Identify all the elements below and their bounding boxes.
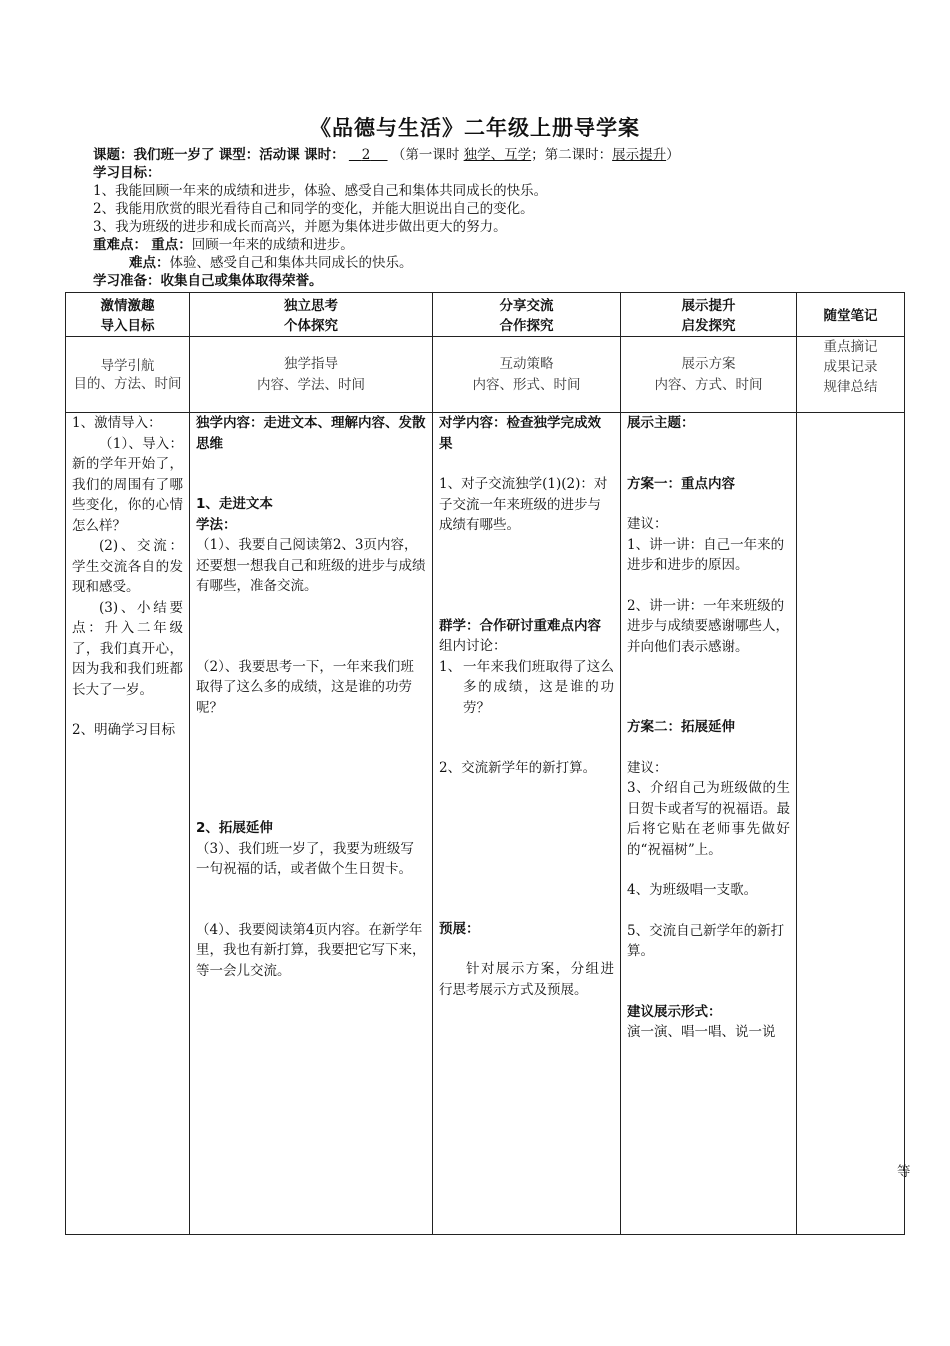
suggestion-2: 2、讲一讲：一年来班级的进步与成绩要感谢哪些人，并向他们表示感谢。 (627, 597, 789, 655)
question-4: （4）、我要阅读第4页内容。在新学年里，我也有新打算，我要把它写下来，等一会儿交流。 (196, 921, 426, 979)
table-subheader-row (66, 337, 905, 413)
presentation-form: 演一演、唱一唱、说一说 (627, 1024, 776, 1040)
intro-exchange: (2)、交流：学生交流各自的发现和感受。 (72, 538, 183, 595)
topic-label: 课题： (93, 147, 134, 163)
goal-2: 2、我能用欣赏的眼光看待自己和同学的变化，并能大胆说出自己的变化。 (93, 201, 534, 217)
presentation-theme-label: 展示主题： (627, 415, 695, 431)
plan-1-title: 方案一：重点内容 (627, 475, 735, 492)
question-1: （1）、我要自己阅读第2、3页内容，还要想一想我自己和班级的进步与成绩有哪些，准备交流。 (196, 537, 426, 594)
period-note: （第一课时 独学、互学；第二课时：展示提升） (391, 147, 680, 163)
intro-lead-in: （1）、导入：新的学年开始了，我们的周围有了哪些变化，你的心情怎么样？ (72, 435, 183, 534)
pair-study-heading: 对学内容：检查独学完成效果 (439, 415, 601, 452)
group-topic-2: 2、交流新学年的新打算。 (439, 760, 597, 776)
pair-exchange: 1、对子交流独学(1)(2)：对子交流一年来班级的进步与成绩有哪些。 (439, 476, 608, 533)
goal-3: 3、我为班级的进步和成长而高兴，并愿为集体进步做出更大的努力。 (93, 219, 507, 235)
preview-text: 针对展示方案，分组进行思考展示方式及预展。 (439, 961, 614, 998)
type-value: 活动课 (259, 147, 300, 163)
section-read-text: 1、走进文本 (196, 496, 273, 512)
suggestion-1: 1、讲一讲：自己一年来的进步和进步的原因。 (627, 536, 785, 573)
suggestion-3: 3、介绍自己为班级做的生日贺卡或者写的祝福语。最后将它贴在老师事先做好的“祝福树”上。 (627, 780, 790, 858)
key-point-line: 重难点： 重点：回顾一年来的成绩和进步。 (93, 237, 354, 253)
goals-label: 学习目标： (93, 165, 161, 181)
method-label: 学法： (196, 516, 237, 533)
study-guide-table (65, 292, 905, 1235)
suggestion-4: 4、为班级唱一支歌。 (627, 882, 758, 898)
section-extension: 2、拓展延伸 (196, 820, 273, 836)
suggestion-5: 5、交流自己新学年的新打算。 (627, 922, 785, 959)
header-col-2: 独立思考 个体探究 (190, 293, 433, 337)
suggestion-label-2: 建议： (627, 759, 668, 776)
group-discussion-label: 组内讨论： (439, 638, 507, 654)
header-col-3: 分享交流 合作探究 (433, 293, 621, 337)
prep-line: 学习准备：收集自己或集体取得荣誉。 (93, 273, 323, 289)
difficulty-line: 难点：体验、感受自己和集体共同成长的快乐。 (129, 255, 413, 271)
question-3: （3）、我们班一岁了，我要为班级写一句祝福的话，或者做个生日贺卡。 (196, 840, 414, 877)
goal-1: 1、我能回顾一年来的成绩和进步，体验、感受自己和集体共同成长的快乐。 (93, 183, 548, 199)
self-study-heading: 独学内容：走进文本、理解内容、发散思维 (196, 415, 426, 452)
intro-summary: (3)、小结要点：升入二年级了，我们真开心，因为我和我们班都长大了一岁。 (72, 599, 183, 698)
page-title: 《品德与生活》二年级上册导学案 (310, 116, 640, 140)
preview-label: 预展： (439, 920, 480, 937)
lesson-info-line (93, 146, 680, 164)
intro-item-1: 1、激情导入： (72, 415, 162, 431)
subheader-col-1: 导学引航 目的、方法、时间 (66, 337, 190, 413)
presentation-column (621, 413, 797, 1235)
header-col-4: 展示提升 启发探究 (621, 293, 797, 337)
cooperation-column (433, 413, 621, 1235)
plan-2-title: 方案二：拓展延伸 (627, 719, 735, 735)
intro-item-2: 2、明确学习目标 (72, 722, 176, 738)
type-label: 课型： (218, 147, 260, 163)
self-study-column (190, 413, 433, 1235)
hours-label: 课时： (304, 147, 345, 163)
header-col-1: 激情激趣 导入目标 (66, 293, 190, 337)
subheader-col-3: 互动策略 内容、形式、时间 (433, 337, 621, 413)
topic-value: 我们班一岁了 (133, 147, 215, 163)
presentation-form-label: 建议展示形式： (627, 1003, 722, 1020)
intro-column (66, 413, 190, 1235)
group-study-heading: 群学：合作研讨重难点内容 (439, 617, 601, 634)
suggestion-label-1: 建议： (627, 516, 668, 532)
header-col-5: 随堂笔记 (797, 293, 905, 337)
table-content-row (66, 413, 905, 1235)
hours-value: 2 (361, 147, 371, 163)
presentation-form-end: 等 (897, 1164, 911, 1180)
subheader-col-5: 重点摘记 成果记录 规律总结 (797, 337, 905, 413)
group-topic-1: 1、 一年来我们班取得了这么多的成绩，这是谁的功劳？ (439, 658, 614, 716)
subheader-col-4: 展示方案 内容、方式、时间 (621, 337, 797, 413)
notes-column (797, 413, 905, 1235)
subheader-col-2: 独学指导 内容、学法、时间 (190, 337, 433, 413)
table-header-row (66, 293, 905, 337)
question-2: （2）、我要思考一下，一年来我们班取得了这么多的成绩，这是谁的功劳呢？ (196, 658, 414, 716)
